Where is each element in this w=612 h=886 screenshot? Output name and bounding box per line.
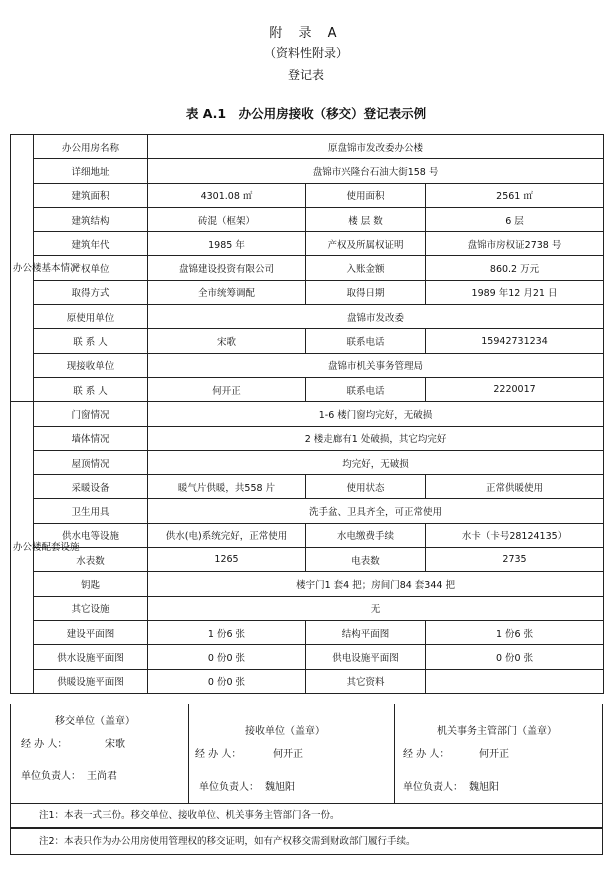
floors-value: 6 层 xyxy=(426,207,604,231)
building-area-value: 4301.08 ㎡ xyxy=(148,183,306,207)
water-plan-label: 供水设施平面图 xyxy=(34,645,148,669)
name-value: 原盘锦市发改委办公楼 xyxy=(148,135,604,159)
owner-value: 盘锦建设投资有限公司 xyxy=(148,256,306,280)
owner-label: 产权单位 xyxy=(34,256,148,280)
receive-leader-name: 魏旭阳 xyxy=(265,782,295,793)
receive-handler-label: 经 办 人： xyxy=(195,749,242,760)
contact2-label: 联 系 人 xyxy=(34,377,148,401)
authority-leader-label: 单位负责人： xyxy=(403,782,463,793)
roof-label: 屋顶情况 xyxy=(34,450,148,474)
use-area-label: 使用面积 xyxy=(306,183,426,207)
authority-block xyxy=(395,704,604,803)
heating-value: 暖气片供暖，共558 片 xyxy=(148,475,306,499)
transfer-leader-name: 王尚君 xyxy=(87,771,117,782)
contact1-label: 联 系 人 xyxy=(34,329,148,353)
electric-meter-label: 电表数 xyxy=(306,548,426,572)
transfer-leader-label: 单位负责人： xyxy=(21,771,81,782)
roof-value: 均完好，无破损 xyxy=(148,450,604,474)
appendix-heading: 附 录 A xyxy=(269,26,343,41)
original-unit-label: 原使用单位 xyxy=(34,305,148,329)
other-facility-label: 其它设施 xyxy=(34,596,148,620)
phone1-label: 联系电话 xyxy=(306,329,426,353)
other-docs-label: 其它资料 xyxy=(306,669,426,693)
construction-plan-value: 1 份6 张 xyxy=(148,620,306,644)
amount-label: 入账金额 xyxy=(306,256,426,280)
certificate-label: 产权及所属权证明 xyxy=(306,232,426,256)
receive-leader-label: 单位负责人： xyxy=(199,782,259,793)
authority-leader-name: 魏旭阳 xyxy=(469,782,499,793)
receive-unit-title: 接收单位（盖章） xyxy=(245,726,325,737)
appendix-type: （资料性附录） xyxy=(263,46,348,60)
other-docs-value xyxy=(426,669,604,693)
water-meter-value: 1265 xyxy=(148,548,306,572)
utility-payment-value: 水卡（卡号28124135） xyxy=(426,523,604,547)
water-meter-label: 水表数 xyxy=(34,548,148,572)
authority-handler-name: 何开正 xyxy=(479,749,509,760)
year-value: 1985 年 xyxy=(148,232,306,256)
usage-status-label: 使用状态 xyxy=(306,475,426,499)
wall-label: 墙体情况 xyxy=(34,426,148,450)
receive-handler-name: 何开正 xyxy=(273,749,303,760)
structure-plan-value: 1 份6 张 xyxy=(426,620,604,644)
sanitary-label: 卫生用具 xyxy=(34,499,148,523)
usage-status-value: 正常供暖使用 xyxy=(426,475,604,499)
key-value: 楼宇门1 套4 把；房间门84 套344 把 xyxy=(148,572,604,596)
authority-title: 机关事务主管部门（盖章） xyxy=(437,726,557,737)
original-unit-value: 盘锦市发改委 xyxy=(148,305,604,329)
signature-section xyxy=(10,704,603,804)
receive-unit-block xyxy=(189,704,395,803)
wall-value: 2 楼走廊有1 处破损，其它均完好 xyxy=(148,426,604,450)
amount-value: 860.2 万元 xyxy=(426,256,604,280)
basic-section-label: 办公楼基本情况 xyxy=(11,135,34,402)
method-value: 全市统筹调配 xyxy=(148,280,306,304)
facility-section-label: 办公楼配套设施 xyxy=(11,402,34,694)
certificate-value: 盘锦市房权证2738 号 xyxy=(426,232,604,256)
electric-meter-value: 2735 xyxy=(426,548,604,572)
transfer-unit-title: 移交单位（盖章） xyxy=(55,716,135,727)
name-label: 办公用房名称 xyxy=(34,135,148,159)
structure-value: 砖混（框架） xyxy=(148,207,306,231)
power-plan-label: 供电设施平面图 xyxy=(306,645,426,669)
construction-plan-label: 建设平面图 xyxy=(34,620,148,644)
address-label: 详细地址 xyxy=(34,159,148,183)
year-label: 建筑年代 xyxy=(34,232,148,256)
heating-plan-label: 供暖设施平面图 xyxy=(34,669,148,693)
transfer-handler-label: 经 办 人： xyxy=(21,739,68,750)
door-value: 1-6 楼门窗均完好，无破损 xyxy=(148,402,604,426)
table-title: 表 A.1 办公用房接收（移交）登记表示例 xyxy=(185,106,427,121)
receiving-unit-value: 盘锦市机关事务管理局 xyxy=(148,353,604,377)
method-label: 取得方式 xyxy=(34,280,148,304)
form-name: 登记表 xyxy=(287,68,324,82)
sanitary-value: 洗手盆、卫具齐全，可正常使用 xyxy=(148,499,604,523)
structure-label: 建筑结构 xyxy=(34,207,148,231)
utility-payment-label: 水电缴费手续 xyxy=(306,523,426,547)
key-label: 钥匙 xyxy=(34,572,148,596)
other-facility-value: 无 xyxy=(148,596,604,620)
phone2-label: 联系电话 xyxy=(306,377,426,401)
registration-table xyxy=(10,134,604,694)
power-plan-value: 0 份0 张 xyxy=(426,645,604,669)
floors-label: 楼 层 数 xyxy=(306,207,426,231)
phone1-value: 15942731234 xyxy=(426,329,604,353)
contact2-value: 何开正 xyxy=(148,377,306,401)
date-value: 1989 年12 月21 日 xyxy=(426,280,604,304)
phone2-value: 2220017 xyxy=(426,377,604,401)
date-label: 取得日期 xyxy=(306,280,426,304)
heating-plan-value: 0 份0 张 xyxy=(148,669,306,693)
heating-label: 采暖设备 xyxy=(34,475,148,499)
water-elec-value: 供水(电)系统完好，正常使用 xyxy=(148,523,306,547)
address-value: 盘锦市兴隆台石油大街158 号 xyxy=(148,159,604,183)
building-area-label: 建筑面积 xyxy=(34,183,148,207)
structure-plan-label: 结构平面图 xyxy=(306,620,426,644)
note-1: 注1：本表一式三份。移交单位、接收单位、机关事务主管部门各一份。 xyxy=(10,803,603,828)
authority-handler-label: 经 办 人： xyxy=(403,749,450,760)
transfer-unit-block xyxy=(11,704,189,803)
water-plan-value: 0 份0 张 xyxy=(148,645,306,669)
transfer-handler-name: 宋歌 xyxy=(105,739,125,750)
receiving-unit-label: 现接收单位 xyxy=(34,353,148,377)
contact1-value: 宋歌 xyxy=(148,329,306,353)
water-elec-label: 供水电等设施 xyxy=(34,523,148,547)
note-2: 注2：本表只作为办公用房使用管理权的移交证明，如有产权移交需到财政部门履行手续。 xyxy=(10,828,603,855)
use-area-value: 2561 ㎡ xyxy=(426,183,604,207)
door-label: 门窗情况 xyxy=(34,402,148,426)
